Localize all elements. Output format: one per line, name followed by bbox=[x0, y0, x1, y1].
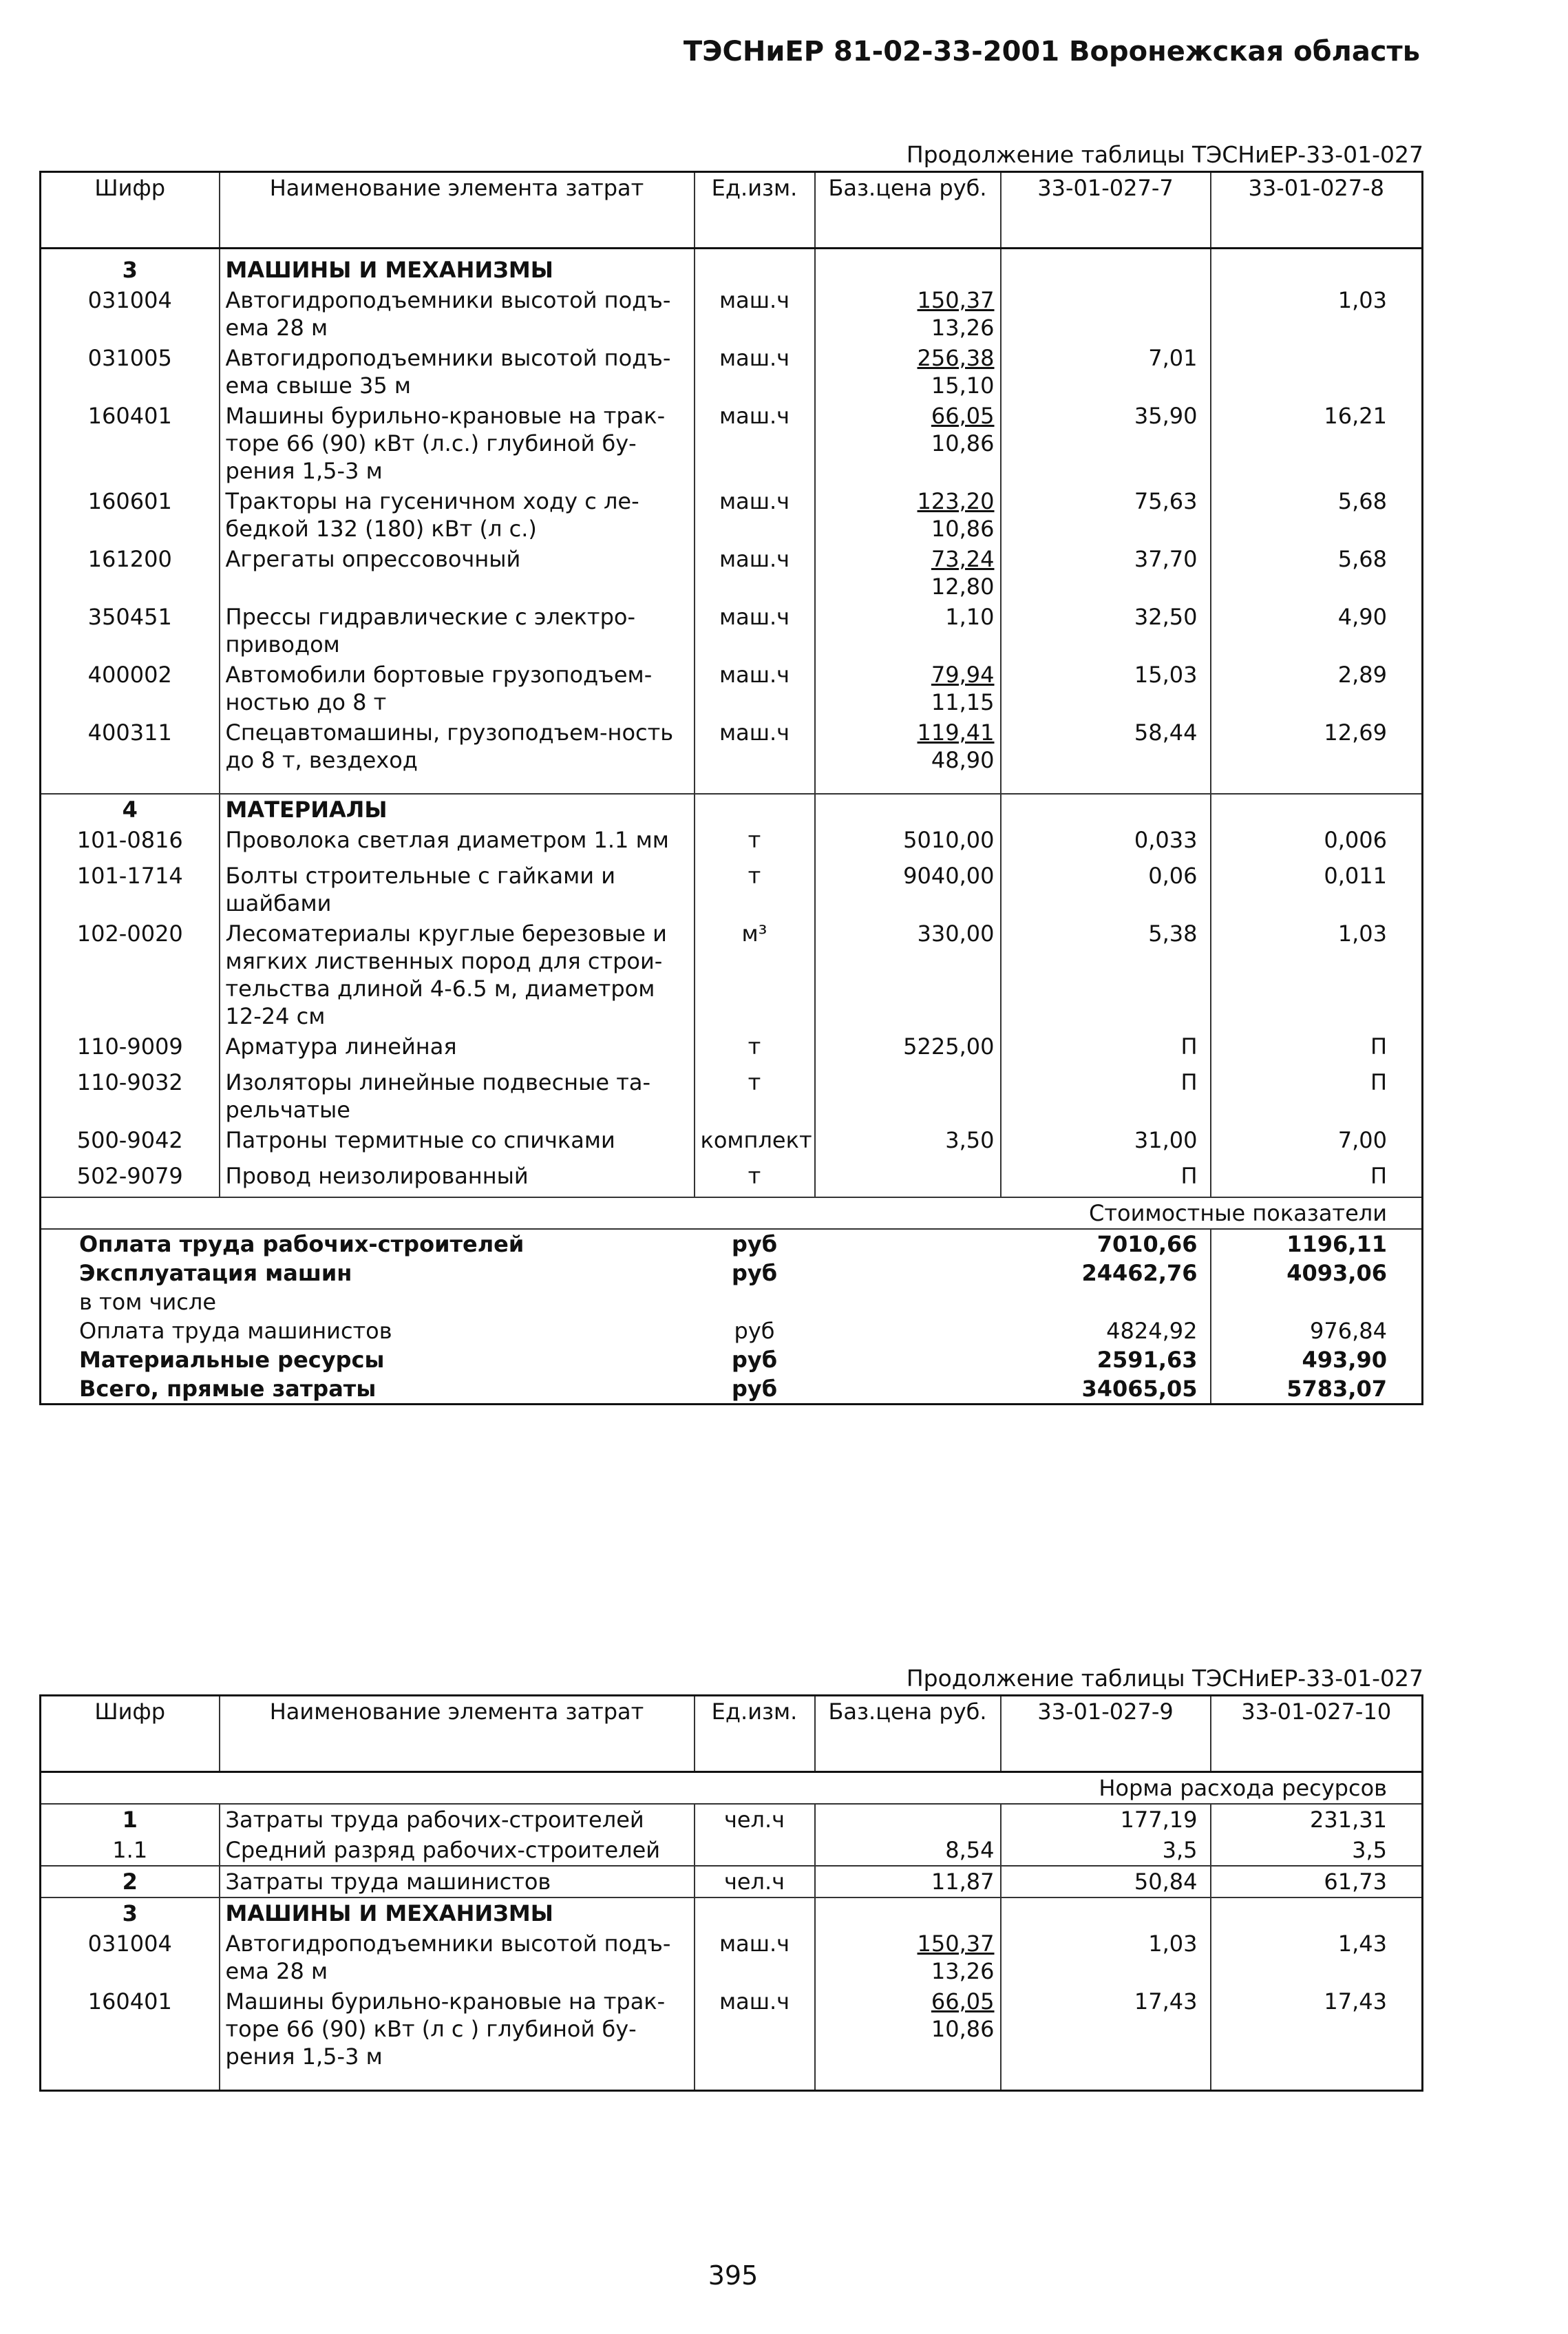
row-value-2: 3,5 bbox=[1211, 1835, 1423, 1866]
row-value-2: 16,21 bbox=[1324, 403, 1387, 429]
row-code: 161200 bbox=[41, 544, 220, 602]
cost-label: Всего, прямые затраты bbox=[79, 1376, 377, 1402]
col-header-unit: Ед.изм. bbox=[695, 172, 815, 249]
row-code: 101-1714 bbox=[41, 861, 220, 918]
col-header-price: Баз.цена руб. bbox=[815, 1696, 1001, 1772]
price-secondary-value: 10,86 bbox=[931, 516, 995, 542]
price-value: 3,50 bbox=[945, 1127, 995, 1153]
cost-band-row bbox=[41, 1197, 1423, 1229]
row-price bbox=[815, 486, 1001, 544]
cost-value-1: 2591,63 bbox=[1001, 1345, 1211, 1374]
price-secondary-value: 10,86 bbox=[931, 2016, 995, 2042]
row-price bbox=[815, 717, 1001, 775]
table2 bbox=[39, 1694, 1423, 2092]
document-header: ТЭСНиЕР 81-02-33-2001 Воронежская область bbox=[683, 36, 1420, 67]
section-number: 3 bbox=[41, 249, 220, 286]
cost-label: Оплата труда рабочих-строителей bbox=[79, 1231, 525, 1257]
table1-header-row bbox=[41, 172, 1423, 249]
row-unit: маш.ч bbox=[695, 660, 815, 717]
row-unit: чел.ч bbox=[695, 1866, 815, 1897]
row-code: 031004 bbox=[41, 285, 220, 343]
row-value-1: 75,63 bbox=[1001, 486, 1211, 544]
table2-header-row bbox=[41, 1696, 1423, 1772]
cost-empty bbox=[815, 1287, 1001, 1316]
table-row bbox=[41, 918, 1423, 1031]
table-row bbox=[41, 486, 1423, 544]
row-unit: чел.ч bbox=[695, 1804, 815, 1835]
row-value-1: 31,00 bbox=[1001, 1125, 1211, 1161]
row-name: Затраты труда рабочих-строителей bbox=[220, 1804, 695, 1835]
col-header-v2: 33-01-027-10 bbox=[1211, 1696, 1423, 1772]
cost-unit: руб bbox=[731, 1376, 778, 1402]
table-row bbox=[41, 401, 1423, 486]
price-value: 5225,00 bbox=[903, 1033, 995, 1060]
row-price: 8,54 bbox=[815, 1835, 1001, 1866]
row-price bbox=[815, 544, 1001, 602]
row-code: 400311 bbox=[41, 717, 220, 775]
row-name: Изоляторы линейные подвесные та-рельчатые bbox=[220, 1067, 695, 1125]
row-price bbox=[815, 1804, 1001, 1835]
table1 bbox=[39, 171, 1423, 1405]
table-row bbox=[41, 861, 1423, 918]
cost-row bbox=[41, 1259, 1423, 1287]
table-row bbox=[41, 660, 1423, 717]
table-row bbox=[41, 717, 1423, 775]
row-value-2: 7,00 bbox=[1337, 1127, 1387, 1153]
section-number: 3 bbox=[41, 1897, 220, 1928]
price-value: 9040,00 bbox=[903, 863, 995, 889]
cost-unit: руб bbox=[734, 1318, 775, 1344]
section-number: 4 bbox=[41, 794, 220, 825]
row-price bbox=[815, 1031, 1001, 1067]
row-price bbox=[815, 1161, 1001, 1197]
row-value-1: 7,01 bbox=[1001, 343, 1211, 401]
row-name: Лесоматериалы круглые березовые и мягких лиственных пород для строи-тельства длиной 4-6.5 м, диаметром 12-24 см bbox=[220, 918, 695, 1031]
row-price: 11,87 bbox=[815, 1866, 1001, 1897]
row-code: 500-9042 bbox=[41, 1125, 220, 1161]
col-header-v1: 33-01-027-9 bbox=[1001, 1696, 1211, 1772]
row-value-2: 1,43 bbox=[1337, 1931, 1387, 1957]
table-row bbox=[41, 1161, 1423, 1197]
col-header-code: Шифр bbox=[41, 172, 220, 249]
price-secondary-value: 13,26 bbox=[931, 1958, 995, 1984]
table-row bbox=[41, 1835, 1423, 1866]
table-row bbox=[41, 1804, 1423, 1835]
table1-materials bbox=[41, 825, 1423, 1197]
row-value-1: 0,033 bbox=[1001, 825, 1211, 861]
cost-value-1: 7010,66 bbox=[1001, 1229, 1211, 1259]
cost-row bbox=[41, 1229, 1423, 1259]
price-value: 79,94 bbox=[931, 662, 995, 688]
row-value-2: П bbox=[1370, 1033, 1387, 1060]
price-value: 73,24 bbox=[931, 546, 995, 572]
row-unit: т bbox=[695, 861, 815, 918]
row-unit: маш.ч bbox=[695, 717, 815, 775]
cost-label: Эксплуатация машин bbox=[79, 1260, 352, 1286]
cost-value-1: 24462,76 bbox=[1001, 1259, 1211, 1287]
table-row bbox=[41, 825, 1423, 861]
price-secondary-value: 48,90 bbox=[931, 747, 995, 773]
row-name: Тракторы на гусеничном ходу с ле-бедкой 132 (180) кВт (л с.) bbox=[220, 486, 695, 544]
cost-row bbox=[41, 1287, 1423, 1316]
col-header-name: Наименование элемента затрат bbox=[220, 1696, 695, 1772]
row-price bbox=[815, 343, 1001, 401]
col-header-code: Шифр bbox=[41, 1696, 220, 1772]
cost-value-2: 1196,11 bbox=[1286, 1231, 1387, 1257]
norm-band-label: Норма расхода ресурсов bbox=[41, 1772, 1423, 1805]
row-price bbox=[815, 1125, 1001, 1161]
price-value: 150,37 bbox=[917, 1931, 995, 1957]
row-value-1: 15,03 bbox=[1001, 660, 1211, 717]
price-secondary-value: 10,86 bbox=[931, 430, 995, 456]
cost-value-1: 4824,92 bbox=[1001, 1316, 1211, 1345]
cost-row bbox=[41, 1316, 1423, 1345]
row-name: Агрегаты опрессовочный bbox=[220, 544, 695, 602]
cost-label: в том числе bbox=[79, 1289, 216, 1315]
row-value-2: 5,68 bbox=[1337, 546, 1387, 572]
row-price bbox=[815, 825, 1001, 861]
row-unit: маш.ч bbox=[695, 1986, 815, 2072]
page-number: 395 bbox=[708, 2260, 759, 2291]
row-name: Автогидроподъемники высотой подъ-ема свыше 35 м bbox=[220, 343, 695, 401]
col-header-price: Баз.цена руб. bbox=[815, 172, 1001, 249]
row-price bbox=[815, 918, 1001, 1031]
row-name: Машины бурильно-крановые на трак-торе 66 (90) кВт (л.с.) глубиной бу-рения 1,5-3 м bbox=[220, 401, 695, 486]
col-header-name: Наименование элемента затрат bbox=[220, 172, 695, 249]
table-row bbox=[41, 285, 1423, 343]
section-row bbox=[41, 249, 1423, 286]
table1-machines bbox=[41, 285, 1423, 775]
row-unit: т bbox=[695, 825, 815, 861]
price-value: 150,37 bbox=[917, 287, 995, 313]
table-row bbox=[41, 1986, 1423, 2072]
row-name: Патроны термитные со спичками bbox=[220, 1125, 695, 1161]
row-price bbox=[815, 1928, 1001, 1986]
price-secondary-value: 11,15 bbox=[931, 689, 995, 715]
row-value-1: 32,50 bbox=[1001, 602, 1211, 660]
row-code: 160601 bbox=[41, 486, 220, 544]
cost-unit: руб bbox=[731, 1347, 778, 1373]
price-secondary-value: 13,26 bbox=[931, 315, 995, 341]
table2-caption: Продолжение таблицы ТЭСНиЕР-33-01-027 bbox=[906, 1665, 1423, 1692]
col-header-unit: Ед.изм. bbox=[695, 1696, 815, 1772]
section-row bbox=[41, 794, 1423, 825]
row-value-1: 50,84 bbox=[1001, 1866, 1211, 1897]
table2-machines bbox=[41, 1928, 1423, 2072]
row-name: Спецавтомашины, грузоподъем-ность до 8 т, вездеход bbox=[220, 717, 695, 775]
row-code: 110-9032 bbox=[41, 1067, 220, 1125]
section-title: МАШИНЫ И МЕХАНИЗМЫ bbox=[220, 1897, 695, 1928]
price-value: 123,20 bbox=[917, 488, 995, 514]
row-value-2: 1,03 bbox=[1337, 921, 1387, 947]
row-name: Провод неизолированный bbox=[220, 1161, 695, 1197]
row-value-2: 4,90 bbox=[1337, 604, 1387, 630]
norm-band-row bbox=[41, 1772, 1423, 1805]
row-value-2: 0,006 bbox=[1324, 827, 1387, 853]
row-name: Проволока светлая диаметром 1.1 мм bbox=[220, 825, 695, 861]
row-price bbox=[815, 861, 1001, 918]
cost-empty bbox=[815, 1374, 1001, 1405]
row-unit: маш.ч bbox=[695, 401, 815, 486]
row-value-1: 35,90 bbox=[1001, 401, 1211, 486]
cost-empty bbox=[815, 1259, 1001, 1287]
row-unit: маш.ч bbox=[695, 602, 815, 660]
row-price bbox=[815, 602, 1001, 660]
table-row bbox=[41, 1928, 1423, 1986]
row-value-2: 5,68 bbox=[1337, 488, 1387, 514]
row-unit: т bbox=[695, 1161, 815, 1197]
row-name: Автогидроподъемники высотой подъ-ема 28 м bbox=[220, 285, 695, 343]
row-unit bbox=[695, 1835, 815, 1866]
cost-unit bbox=[695, 1287, 815, 1316]
row-value-1: 5,38 bbox=[1001, 918, 1211, 1031]
row-value-2: 231,31 bbox=[1310, 1807, 1387, 1833]
row-value-1: 58,44 bbox=[1001, 717, 1211, 775]
row-price bbox=[815, 1067, 1001, 1125]
row-value-2: 2,89 bbox=[1337, 662, 1387, 688]
row-value-1: П bbox=[1001, 1067, 1211, 1125]
row-unit: маш.ч bbox=[695, 343, 815, 401]
row-name: Болты строительные с гайками и шайбами bbox=[220, 861, 695, 918]
row-code: 1 bbox=[41, 1804, 220, 1835]
table-row bbox=[41, 1866, 1423, 1897]
row-unit: маш.ч bbox=[695, 1928, 815, 1986]
col-header-v1: 33-01-027-7 bbox=[1001, 172, 1211, 249]
row-name: Затраты труда машинистов bbox=[220, 1866, 695, 1897]
row-value-2: 1,03 bbox=[1337, 287, 1387, 313]
row-price bbox=[815, 660, 1001, 717]
row-price bbox=[815, 401, 1001, 486]
row-code: 350451 bbox=[41, 602, 220, 660]
cost-empty bbox=[815, 1316, 1001, 1345]
row-unit: маш.ч bbox=[695, 285, 815, 343]
price-value: 330,00 bbox=[917, 921, 995, 947]
row-value-1 bbox=[1001, 285, 1211, 343]
row-unit: м³ bbox=[695, 918, 815, 1031]
row-code: 160401 bbox=[41, 401, 220, 486]
row-code: 502-9079 bbox=[41, 1161, 220, 1197]
price-value: 66,05 bbox=[931, 1988, 995, 2015]
row-code: 400002 bbox=[41, 660, 220, 717]
row-value-1: 1,03 bbox=[1001, 1928, 1211, 1986]
cost-row bbox=[41, 1374, 1423, 1405]
table1-caption: Продолжение таблицы ТЭСНиЕР-33-01-027 bbox=[906, 141, 1423, 168]
table2-resource-rows bbox=[41, 1804, 1423, 1897]
row-code: 031005 bbox=[41, 343, 220, 401]
cost-value-2 bbox=[1211, 1287, 1423, 1316]
row-name: Прессы гидравлические с электро-приводом bbox=[220, 602, 695, 660]
cost-value-1 bbox=[1001, 1287, 1211, 1316]
row-value-1: 0,06 bbox=[1001, 861, 1211, 918]
row-name: Средний разряд рабочих-строителей bbox=[220, 1835, 695, 1866]
cost-row bbox=[41, 1345, 1423, 1374]
cost-value-2: 976,84 bbox=[1310, 1318, 1387, 1344]
row-code: 160401 bbox=[41, 1986, 220, 2072]
row-value-1: 177,19 bbox=[1001, 1804, 1211, 1835]
row-value-2: 17,43 bbox=[1324, 1988, 1387, 2015]
row-name: Автомобили бортовые грузоподъем-ностью до 8 т bbox=[220, 660, 695, 717]
row-unit: маш.ч bbox=[695, 486, 815, 544]
row-code: 2 bbox=[41, 1866, 220, 1897]
table1-costs bbox=[41, 1229, 1423, 1405]
row-value-2: П bbox=[1370, 1069, 1387, 1095]
table-row bbox=[41, 602, 1423, 660]
cost-label: Материальные ресурсы bbox=[79, 1347, 385, 1373]
table-row bbox=[41, 343, 1423, 401]
cost-value-2: 4093,06 bbox=[1286, 1260, 1387, 1286]
price-secondary-value: 15,10 bbox=[931, 372, 995, 399]
price-value: 256,38 bbox=[917, 345, 995, 371]
row-name: Автогидроподъемники высотой подъ-ема 28 м bbox=[220, 1928, 695, 1986]
row-unit: комплект bbox=[695, 1125, 815, 1161]
cost-value-2: 493,90 bbox=[1302, 1347, 1387, 1373]
table-row bbox=[41, 1067, 1423, 1125]
cost-empty bbox=[815, 1229, 1001, 1259]
row-code: 1.1 bbox=[41, 1835, 220, 1866]
cost-band-label: Стоимостные показатели bbox=[41, 1197, 1423, 1229]
row-value-2: 61,73 bbox=[1324, 1869, 1387, 1895]
price-value: 119,41 bbox=[917, 719, 995, 746]
section-title: МАТЕРИАЛЫ bbox=[220, 794, 695, 825]
row-value-2: 12,69 bbox=[1324, 719, 1387, 746]
row-code: 031004 bbox=[41, 1928, 220, 1986]
price-value: 1,10 bbox=[945, 604, 995, 630]
row-value-2: 0,011 bbox=[1324, 863, 1387, 889]
col-header-v2: 33-01-027-8 bbox=[1211, 172, 1423, 249]
row-value-1: П bbox=[1001, 1161, 1211, 1197]
row-unit: т bbox=[695, 1031, 815, 1067]
row-unit: т bbox=[695, 1067, 815, 1125]
price-secondary-value: 12,80 bbox=[931, 574, 995, 600]
row-name: Арматура линейная bbox=[220, 1031, 695, 1067]
row-value-1: П bbox=[1001, 1031, 1211, 1067]
row-value-1: 17,43 bbox=[1001, 1986, 1211, 2072]
section-row bbox=[41, 1897, 1423, 1928]
row-value-2 bbox=[1211, 343, 1423, 401]
row-name: Машины бурильно-крановые на трак-торе 66 (90) кВт (л с ) глубиной бу-рения 1,5-3 м bbox=[220, 1986, 695, 2072]
table-row bbox=[41, 1031, 1423, 1067]
row-unit: маш.ч bbox=[695, 544, 815, 602]
section-title: МАШИНЫ И МЕХАНИЗМЫ bbox=[220, 249, 695, 286]
cost-value-1: 34065,05 bbox=[1001, 1374, 1211, 1405]
row-value-2: П bbox=[1370, 1163, 1387, 1189]
cost-label: Оплата труда машинистов bbox=[79, 1318, 392, 1344]
cost-empty bbox=[815, 1345, 1001, 1374]
cost-unit: руб bbox=[731, 1260, 778, 1286]
row-code: 102-0020 bbox=[41, 918, 220, 1031]
row-price bbox=[815, 285, 1001, 343]
row-value-1: 3,5 bbox=[1001, 1835, 1211, 1866]
row-value-1: 37,70 bbox=[1001, 544, 1211, 602]
price-value: 5010,00 bbox=[903, 827, 995, 853]
row-code: 110-9009 bbox=[41, 1031, 220, 1067]
table-row bbox=[41, 1125, 1423, 1161]
row-code: 101-0816 bbox=[41, 825, 220, 861]
price-value: 66,05 bbox=[931, 403, 995, 429]
cost-unit: руб bbox=[731, 1231, 778, 1257]
table-row bbox=[41, 544, 1423, 602]
cost-value-2: 5783,07 bbox=[1286, 1376, 1387, 1402]
row-price bbox=[815, 1986, 1001, 2072]
